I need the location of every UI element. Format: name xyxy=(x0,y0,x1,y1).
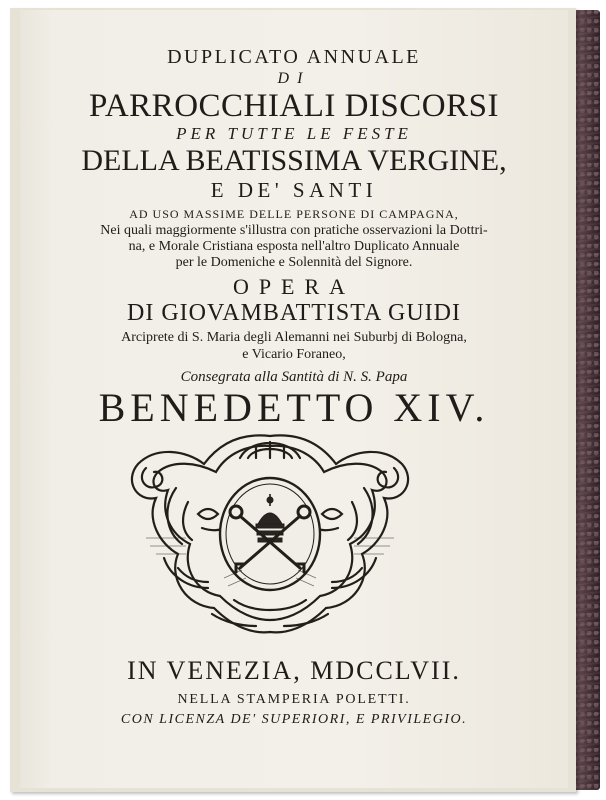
title-line-5: DELLA BEATISSIMA VERGINE, xyxy=(81,144,507,177)
description-line-1: Nei quali maggiormente s'illustra con pratiche osservazioni la Dottri- xyxy=(100,223,488,238)
author-title-1: Arciprete di S. Maria degli Alemanni nei Suburbj di Bologna, xyxy=(121,330,467,345)
title-line-4: PER TUTTE LE FESTE xyxy=(176,124,412,143)
author-title-2: e Vicario Foraneo, xyxy=(242,347,346,362)
author-name: DI GIOVAMBATTISTA GUIDI xyxy=(127,300,461,326)
title-line-6: E DE' SANTI xyxy=(210,178,378,202)
opera-label: OPERA xyxy=(232,274,356,299)
description-line-3: per le Domeniche e Solennità del Signore. xyxy=(175,255,413,270)
title-line-1: DUPLICATO ANNUALE xyxy=(167,46,421,68)
printer-line: NELLA STAMPERIA POLETTI. xyxy=(177,692,411,707)
papal-arms-woodcut-icon xyxy=(116,428,424,638)
title-line-2: DI xyxy=(277,70,311,87)
dedicatee-name: BENEDETTO XIV. xyxy=(98,385,490,430)
title-line-7: AD USO MASSIME DELLE PERSONE DI CAMPAGNA, xyxy=(129,207,459,221)
title-page xyxy=(20,10,568,788)
place-date: IN VENEZIA, MDCCLVII. xyxy=(127,656,461,685)
dedication-line: Consegrata alla Santità di N. S. Papa xyxy=(180,369,408,385)
main-title: PARROCCHIALI DISCORSI xyxy=(89,88,499,124)
description-line-2: na, e Morale Cristiana esposta nell'altro Duplicato Annuale xyxy=(128,239,460,254)
license-line: CON LICENZA DE' SUPERIORI, E PRIVILEGIO. xyxy=(120,712,468,727)
